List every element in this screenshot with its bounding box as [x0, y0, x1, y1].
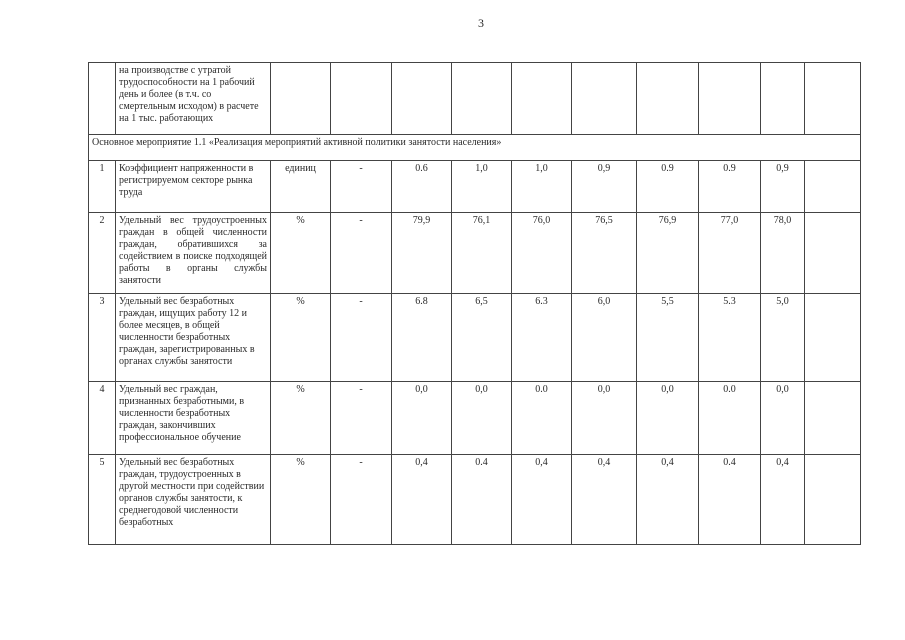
value: 0,9 [761, 161, 805, 213]
value: 0,4 [637, 455, 699, 545]
cell-empty [572, 63, 637, 135]
value: 0,4 [512, 455, 572, 545]
cell-empty [331, 63, 392, 135]
indicator-name: Удельный вес трудоустроенных граждан в общей численности граждан, обратившихся за содействием в поиске подходящей работы в органы службы занятости [116, 213, 271, 294]
row-number: 4 [89, 382, 116, 455]
value [805, 213, 861, 294]
table-row [89, 213, 861, 294]
value [805, 294, 861, 382]
value: 77,0 [699, 213, 761, 294]
value: 5,5 [637, 294, 699, 382]
cell-empty [699, 63, 761, 135]
row-number: 1 [89, 161, 116, 213]
value: 78,0 [761, 213, 805, 294]
value: 79,9 [392, 213, 452, 294]
unit: % [271, 213, 331, 294]
indicator-name: Удельный вес безработных граждан, ищущих работу 12 и более месяцев, в общей численности безработных граждан, зарегистрированных в органах службы занятости [116, 294, 271, 382]
value: 76,1 [452, 213, 512, 294]
value: 0,4 [761, 455, 805, 545]
cell-num [89, 63, 116, 135]
table-row [89, 161, 861, 213]
value: 0.4 [699, 455, 761, 545]
value: 0,4 [572, 455, 637, 545]
value: 0,9 [572, 161, 637, 213]
value: 0.6 [392, 161, 452, 213]
value: 0,4 [392, 455, 452, 545]
value: 0.9 [699, 161, 761, 213]
unit: % [271, 455, 331, 545]
indicator-name: Удельный вес безработных граждан, трудоустроенных в другой местности при содействии органов службы занятости, к среднегодовой численности безработных [116, 455, 271, 545]
indicator-name: Удельный вес граждан, признанных безработными, в численности безработных граждан, закончивших профессиональное обучение [116, 382, 271, 455]
value: 1,0 [512, 161, 572, 213]
cell-empty [637, 63, 699, 135]
base-value: - [331, 161, 392, 213]
value: 0.0 [512, 382, 572, 455]
base-value: - [331, 294, 392, 382]
unit: единиц [271, 161, 331, 213]
cell-empty [452, 63, 512, 135]
value: 76,9 [637, 213, 699, 294]
value [805, 161, 861, 213]
value: 0,0 [452, 382, 512, 455]
table-row [89, 294, 861, 382]
cell-empty [392, 63, 452, 135]
base-value: - [331, 382, 392, 455]
page-number: 3 [478, 16, 484, 30]
value: 76,5 [572, 213, 637, 294]
value: 0.9 [637, 161, 699, 213]
unit: % [271, 382, 331, 455]
section-row [89, 135, 861, 161]
indicators-table [88, 62, 861, 545]
row-number: 2 [89, 213, 116, 294]
cell-empty [271, 63, 331, 135]
value: 0.0 [699, 382, 761, 455]
row-number: 5 [89, 455, 116, 545]
value: 0,0 [761, 382, 805, 455]
value: 5.3 [699, 294, 761, 382]
value: 76,0 [512, 213, 572, 294]
value [805, 455, 861, 545]
value: 5,0 [761, 294, 805, 382]
cell-empty [805, 63, 861, 135]
value [805, 382, 861, 455]
row-number: 3 [89, 294, 116, 382]
cell-empty [512, 63, 572, 135]
table-row [89, 382, 861, 455]
base-value: - [331, 213, 392, 294]
value: 6.8 [392, 294, 452, 382]
table-row [89, 455, 861, 545]
cell-empty [761, 63, 805, 135]
value: 1,0 [452, 161, 512, 213]
value: 0,0 [392, 382, 452, 455]
unit: % [271, 294, 331, 382]
value: 6,0 [572, 294, 637, 382]
value: 0,0 [637, 382, 699, 455]
indicator-name: Коэффициент напряженности в регистрируемом секторе рынка труда [116, 161, 271, 213]
value: 0.4 [452, 455, 512, 545]
value: 6,5 [452, 294, 512, 382]
continued-row [89, 63, 861, 135]
base-value: - [331, 455, 392, 545]
indicator-name: на производстве с утратой трудоспособности на 1 рабочий день и более (в т.ч. со смертельным исходом) в расчете на 1 тыс. работающих [116, 63, 271, 135]
value: 0,0 [572, 382, 637, 455]
value: 6.3 [512, 294, 572, 382]
section-title: Основное мероприятие 1.1 «Реализация мероприятий активной политики занятости населения» [89, 135, 861, 161]
